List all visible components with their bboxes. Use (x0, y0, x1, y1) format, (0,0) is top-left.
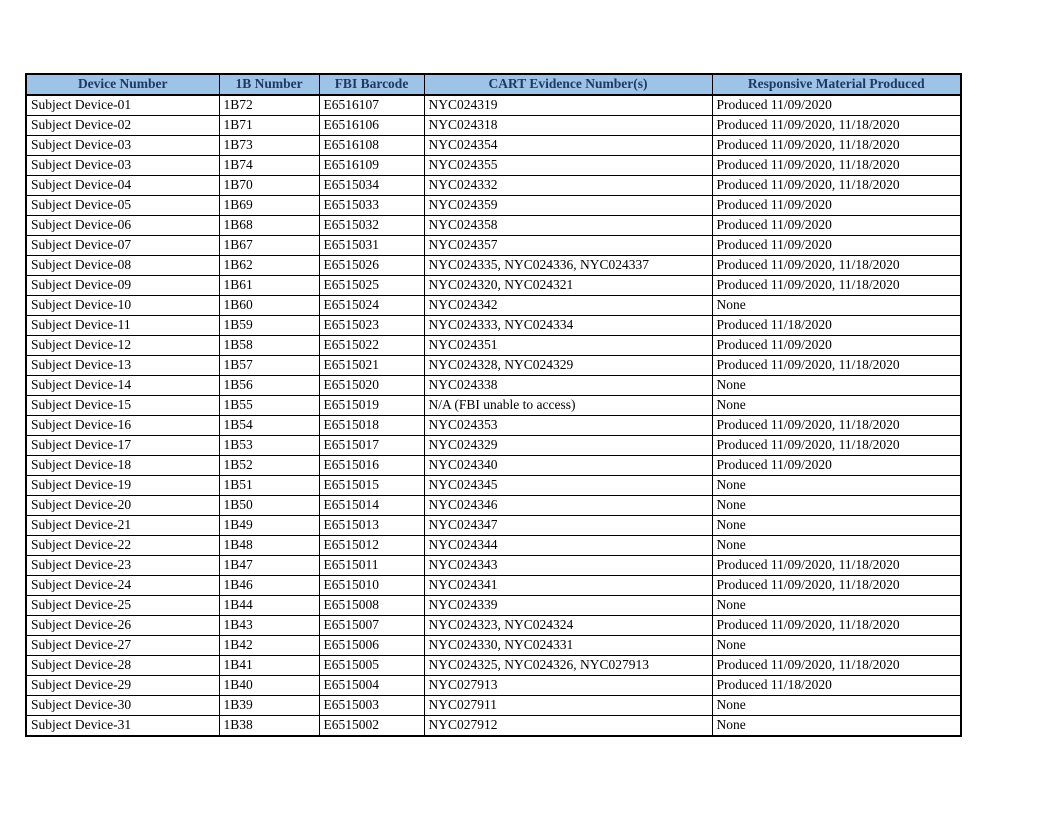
table-cell: E6515007 (319, 615, 424, 635)
table-cell: Subject Device-10 (26, 295, 219, 315)
table-cell: NYC024345 (424, 475, 712, 495)
table-cell: NYC024344 (424, 535, 712, 555)
table-cell: E6515014 (319, 495, 424, 515)
table-cell: E6515023 (319, 315, 424, 335)
table-cell: NYC024325, NYC024326, NYC027913 (424, 655, 712, 675)
table-cell: Subject Device-14 (26, 375, 219, 395)
table-cell: E6516108 (319, 135, 424, 155)
table-row (26, 135, 961, 155)
table-cell: E6515017 (319, 435, 424, 455)
table-row (26, 255, 961, 275)
table-cell: E6515005 (319, 655, 424, 675)
table-cell: 1B68 (219, 215, 319, 235)
table-cell: Subject Device-20 (26, 495, 219, 515)
table-row (26, 95, 961, 115)
table-cell: 1B44 (219, 595, 319, 615)
table-cell: 1B73 (219, 135, 319, 155)
table-cell: NYC024354 (424, 135, 712, 155)
table-cell: E6515026 (319, 255, 424, 275)
table-cell: E6515012 (319, 535, 424, 555)
table-cell: NYC024359 (424, 195, 712, 215)
table-cell: 1B52 (219, 455, 319, 475)
table-cell: E6515013 (319, 515, 424, 535)
table-cell: 1B55 (219, 395, 319, 415)
table-cell: 1B53 (219, 435, 319, 455)
column-header: Device Number (26, 74, 219, 95)
table-cell: Produced 11/09/2020, 11/18/2020 (712, 575, 961, 595)
table-cell: Produced 11/09/2020, 11/18/2020 (712, 115, 961, 135)
table-cell: E6515021 (319, 355, 424, 375)
column-header: CART Evidence Number(s) (424, 74, 712, 95)
table-cell: None (712, 375, 961, 395)
table-row (26, 335, 961, 355)
table-cell: NYC027913 (424, 675, 712, 695)
table-cell: 1B41 (219, 655, 319, 675)
table-cell: NYC027911 (424, 695, 712, 715)
table-cell: E6515006 (319, 635, 424, 655)
table-cell: Subject Device-19 (26, 475, 219, 495)
table-cell: NYC024328, NYC024329 (424, 355, 712, 375)
table-cell: NYC024353 (424, 415, 712, 435)
table-cell: Subject Device-06 (26, 215, 219, 235)
table-cell: 1B43 (219, 615, 319, 635)
table-cell: E6515032 (319, 215, 424, 235)
table-row (26, 155, 961, 175)
table-row (26, 115, 961, 135)
table-cell: E6516107 (319, 95, 424, 115)
table-row (26, 195, 961, 215)
table-cell: Produced 11/09/2020, 11/18/2020 (712, 415, 961, 435)
table-cell: E6515034 (319, 175, 424, 195)
table-cell: Produced 11/09/2020, 11/18/2020 (712, 155, 961, 175)
table-cell: Produced 11/09/2020, 11/18/2020 (712, 435, 961, 455)
table-cell: Produced 11/09/2020, 11/18/2020 (712, 355, 961, 375)
table-cell: E6515016 (319, 455, 424, 475)
header-row (26, 74, 961, 95)
table-cell: Subject Device-28 (26, 655, 219, 675)
table-cell: NYC024330, NYC024331 (424, 635, 712, 655)
table-row (26, 635, 961, 655)
table-row (26, 395, 961, 415)
table-row (26, 675, 961, 695)
table-cell: 1B72 (219, 95, 319, 115)
table-cell: NYC024341 (424, 575, 712, 595)
table-cell: Produced 11/09/2020, 11/18/2020 (712, 275, 961, 295)
table-cell: Subject Device-29 (26, 675, 219, 695)
table-cell: Produced 11/09/2020 (712, 235, 961, 255)
table-cell: NYC024355 (424, 155, 712, 175)
table-row (26, 595, 961, 615)
table-cell: Subject Device-05 (26, 195, 219, 215)
table-cell: Subject Device-23 (26, 555, 219, 575)
table-cell: 1B42 (219, 635, 319, 655)
table-cell: Subject Device-26 (26, 615, 219, 635)
table-cell: None (712, 595, 961, 615)
column-header: FBI Barcode (319, 74, 424, 95)
table-cell: E6515020 (319, 375, 424, 395)
table-cell: NYC024333, NYC024334 (424, 315, 712, 335)
table-cell: NYC027912 (424, 715, 712, 735)
table-row (26, 275, 961, 295)
table-cell: Subject Device-11 (26, 315, 219, 335)
table-cell: Subject Device-04 (26, 175, 219, 195)
table-row (26, 235, 961, 255)
table-cell: 1B59 (219, 315, 319, 335)
table-cell: NYC024323, NYC024324 (424, 615, 712, 635)
table-row (26, 615, 961, 635)
table-cell: E6515022 (319, 335, 424, 355)
table-cell: 1B57 (219, 355, 319, 375)
table-row (26, 575, 961, 595)
table-cell: 1B39 (219, 695, 319, 715)
table-cell: NYC024346 (424, 495, 712, 515)
table-row (26, 535, 961, 555)
table-cell: E6515015 (319, 475, 424, 495)
table-cell: Subject Device-08 (26, 255, 219, 275)
table-cell: Subject Device-13 (26, 355, 219, 375)
table-row (26, 215, 961, 235)
table-cell: NYC024332 (424, 175, 712, 195)
column-header: 1B Number (219, 74, 319, 95)
table-cell: None (712, 635, 961, 655)
table-cell: None (712, 715, 961, 735)
table-cell: E6515010 (319, 575, 424, 595)
table-cell: Subject Device-17 (26, 435, 219, 455)
devices-table (25, 73, 962, 737)
table-cell: N/A (FBI unable to access) (424, 395, 712, 415)
table-body (26, 95, 961, 736)
table-cell: Subject Device-31 (26, 715, 219, 735)
table-cell: Produced 11/18/2020 (712, 315, 961, 335)
table-cell: E6515018 (319, 415, 424, 435)
table-cell: 1B60 (219, 295, 319, 315)
table-cell: E6515031 (319, 235, 424, 255)
table-row (26, 715, 961, 735)
table-row (26, 355, 961, 375)
table-cell: Subject Device-07 (26, 235, 219, 255)
table-cell: None (712, 395, 961, 415)
table-cell: NYC024347 (424, 515, 712, 535)
table-cell: E6515024 (319, 295, 424, 315)
table-cell: E6515011 (319, 555, 424, 575)
table-cell: NYC024340 (424, 455, 712, 475)
table-cell: None (712, 695, 961, 715)
table-cell: Produced 11/09/2020, 11/18/2020 (712, 255, 961, 275)
table-cell: Subject Device-09 (26, 275, 219, 295)
table-cell: E6516106 (319, 115, 424, 135)
table-cell: Subject Device-18 (26, 455, 219, 475)
table-cell: Produced 11/09/2020 (712, 195, 961, 215)
table-row (26, 455, 961, 475)
table-cell: Produced 11/09/2020 (712, 215, 961, 235)
table-cell: 1B56 (219, 375, 319, 395)
table-cell: 1B74 (219, 155, 319, 175)
table-cell: 1B61 (219, 275, 319, 295)
table-cell: Subject Device-21 (26, 515, 219, 535)
table-cell: Produced 11/09/2020, 11/18/2020 (712, 655, 961, 675)
table-cell: Subject Device-01 (26, 95, 219, 115)
table-cell: 1B46 (219, 575, 319, 595)
table-row (26, 295, 961, 315)
table-cell: None (712, 475, 961, 495)
table-cell: NYC024339 (424, 595, 712, 615)
table-cell: E6515008 (319, 595, 424, 615)
table-cell: E6515003 (319, 695, 424, 715)
table-cell: Produced 11/09/2020 (712, 335, 961, 355)
table-cell: Subject Device-03 (26, 135, 219, 155)
table-cell: Subject Device-25 (26, 595, 219, 615)
table-cell: NYC024351 (424, 335, 712, 355)
table-cell: 1B62 (219, 255, 319, 275)
table-cell: 1B48 (219, 535, 319, 555)
table-row (26, 555, 961, 575)
table-row (26, 515, 961, 535)
table-row (26, 375, 961, 395)
table-cell: NYC024318 (424, 115, 712, 135)
table-cell: NYC024358 (424, 215, 712, 235)
table-cell: NYC024335, NYC024336, NYC024337 (424, 255, 712, 275)
table-cell: 1B67 (219, 235, 319, 255)
table-cell: Subject Device-24 (26, 575, 219, 595)
table-cell: Produced 11/09/2020, 11/18/2020 (712, 175, 961, 195)
table-cell: None (712, 495, 961, 515)
table-cell: Produced 11/09/2020, 11/18/2020 (712, 135, 961, 155)
table-row (26, 435, 961, 455)
table-cell: Produced 11/09/2020 (712, 95, 961, 115)
table-row (26, 495, 961, 515)
table-cell: Subject Device-16 (26, 415, 219, 435)
table-cell: NYC024320, NYC024321 (424, 275, 712, 295)
table-cell: 1B71 (219, 115, 319, 135)
table-cell: NYC024329 (424, 435, 712, 455)
table-cell: Subject Device-15 (26, 395, 219, 415)
table-cell: 1B54 (219, 415, 319, 435)
table-cell: Produced 11/09/2020 (712, 455, 961, 475)
table-cell: None (712, 535, 961, 555)
table-cell: 1B40 (219, 675, 319, 695)
table-cell: NYC024343 (424, 555, 712, 575)
table-cell: None (712, 295, 961, 315)
table-cell: 1B51 (219, 475, 319, 495)
table-cell: E6516109 (319, 155, 424, 175)
table-cell: Subject Device-12 (26, 335, 219, 355)
table-cell: 1B58 (219, 335, 319, 355)
table-cell: E6515033 (319, 195, 424, 215)
table-cell: Subject Device-22 (26, 535, 219, 555)
table-cell: 1B49 (219, 515, 319, 535)
table-cell: 1B69 (219, 195, 319, 215)
table-cell: 1B50 (219, 495, 319, 515)
table-cell: E6515002 (319, 715, 424, 735)
table-cell: Produced 11/09/2020, 11/18/2020 (712, 555, 961, 575)
table-cell: Produced 11/18/2020 (712, 675, 961, 695)
table-cell: NYC024342 (424, 295, 712, 315)
table-cell: NYC024338 (424, 375, 712, 395)
table-cell: Subject Device-02 (26, 115, 219, 135)
table-cell: Subject Device-30 (26, 695, 219, 715)
table-row (26, 315, 961, 335)
table-cell: 1B38 (219, 715, 319, 735)
table-cell: 1B47 (219, 555, 319, 575)
table-cell: None (712, 515, 961, 535)
table-row (26, 175, 961, 195)
table-row (26, 655, 961, 675)
table-cell: NYC024357 (424, 235, 712, 255)
table-cell: Subject Device-27 (26, 635, 219, 655)
table-cell: E6515004 (319, 675, 424, 695)
table-cell: E6515025 (319, 275, 424, 295)
table-row (26, 415, 961, 435)
table-cell: Produced 11/09/2020, 11/18/2020 (712, 615, 961, 635)
table-cell: E6515019 (319, 395, 424, 415)
column-header: Responsive Material Produced (712, 74, 961, 95)
table-cell: 1B70 (219, 175, 319, 195)
table-cell: Subject Device-03 (26, 155, 219, 175)
table-row (26, 475, 961, 495)
table-row (26, 695, 961, 715)
table-cell: NYC024319 (424, 95, 712, 115)
